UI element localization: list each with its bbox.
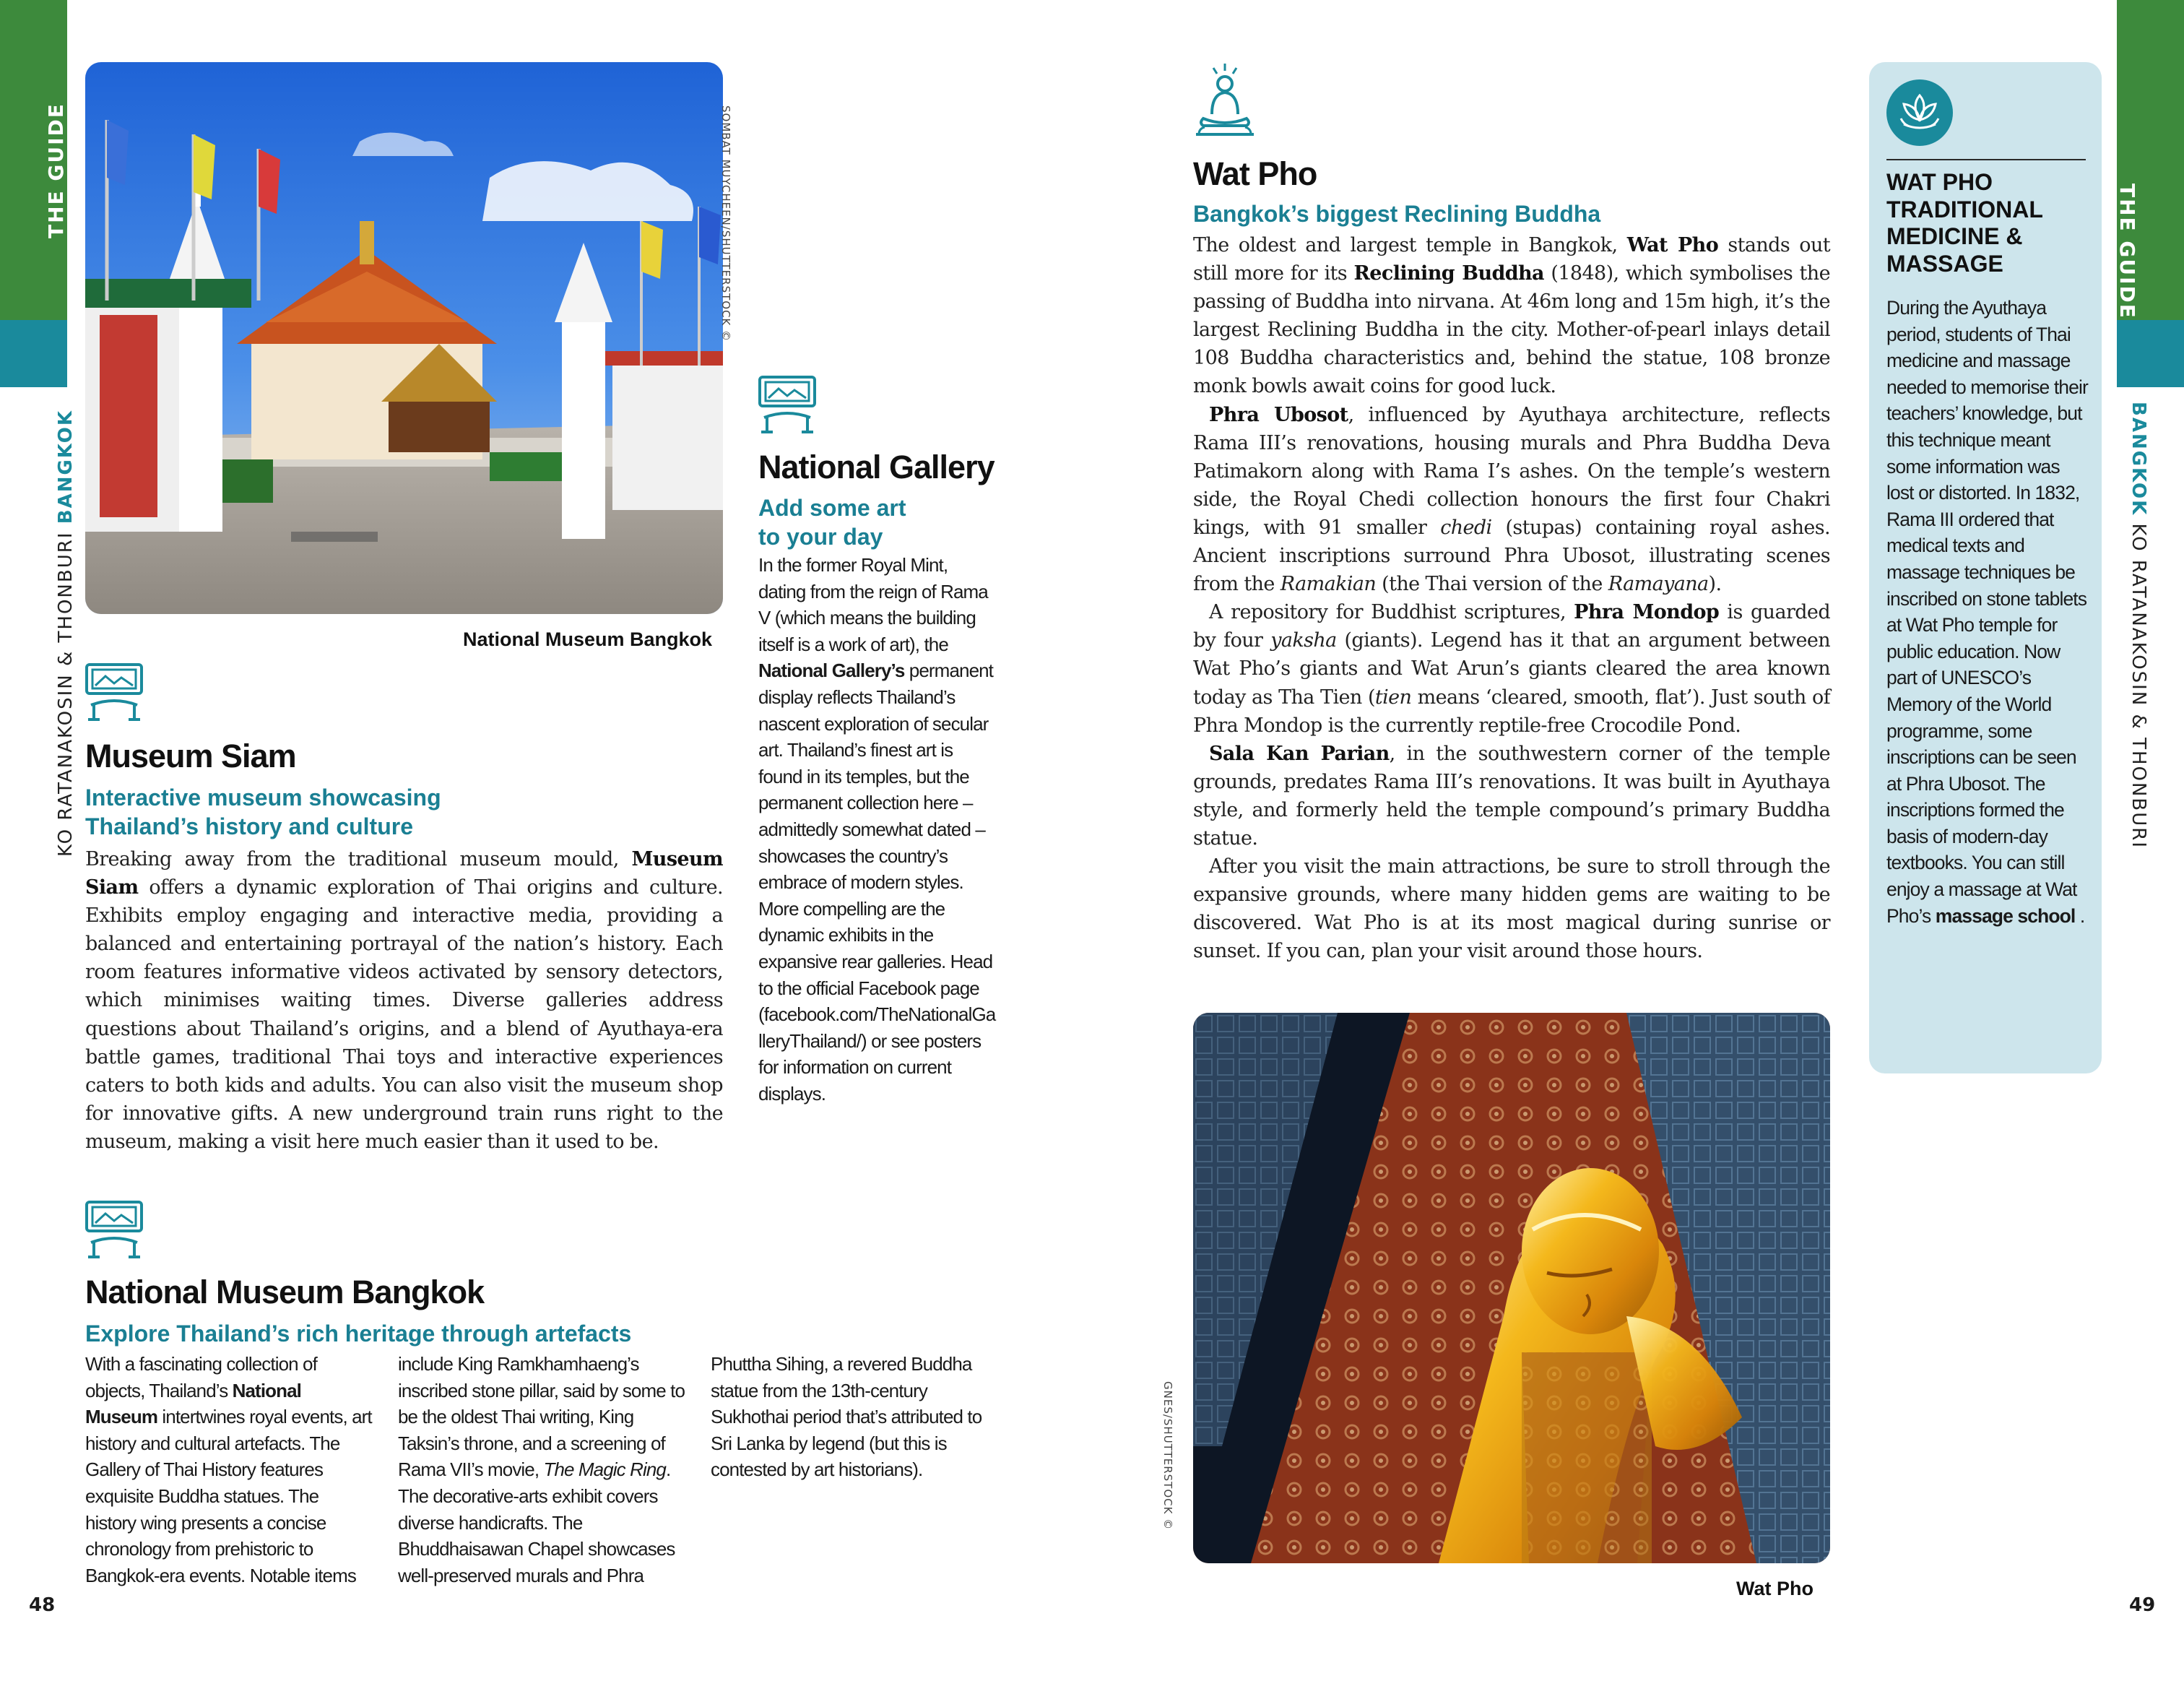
museum-siam-subtitle-line-2: Thailand’s history and culture	[85, 813, 413, 839]
wat-pho-paragraph-3	[1193, 598, 1830, 739]
right-tab-region-top	[2117, 320, 2184, 387]
national-museum-body-end: . The decorative-arts exhibit covers diverse handicrafts. The Bhuddhaisawan Chapel showcases well-preserved murals and Phra Phuttha Sihing, a revered Buddha statue from the 13th-century Sukhothai period that’s attributed to Sri Lanka by legend (but this is contested by art historians).	[398, 1353, 982, 1586]
national-gallery-body-rest: permanent display reflects Thailand’s nascent exploration of secular art. Thailand’s finest art is found in its temples, but the permanent collection here – admittedly somewhat dated – showcases the country’s embrace of modern styles. More compelling are the dynamic exhibits in the expansive rear galleries. Head to the official Facebook page (facebook.com/TheNationalGalleryThailand/) or see posters for information on current displays.	[758, 660, 996, 1105]
national-gallery-body-start: In the former Royal Mint, dating from the reign of Rama V (which means the building itself is a work of art), the	[758, 554, 988, 655]
sidebar-body	[1886, 295, 2089, 929]
wat-pho-paragraph-4	[1193, 740, 1830, 852]
meditating-buddha-icon	[1193, 62, 1257, 140]
left-tab-region-prefix: KO RATANAKOSIN & THONBURI	[55, 524, 77, 857]
museum-siam-subtitle	[85, 783, 699, 841]
museum-siam-subtitle-line-1: Interactive museum showcasing	[85, 785, 441, 811]
national-museum-body-start: With a fascinating collection of objects, Thailand’s	[85, 1353, 317, 1401]
wat-pho-paragraph-2	[1193, 401, 1830, 599]
national-gallery-subtitle	[758, 493, 997, 551]
wat-pho-paragraph-1	[1193, 231, 1830, 401]
sidebar-body-text: During the Ayuthaya period, students of Thai medicine and massage needed to memorise their teachers’ knowledge, but this technique meant some information was lost or distorted. In 1832, Rama III ordered that medical texts and massage techniques be inscribed on stone tablets at Wat Pho temple for public education. Now part of UNESCO’s Memory of the World programme, some inscriptions can be seen at Phra Ubosot. The inscriptions formed the basis of modern-day textbooks. You can still enjoy a massage at Wat Pho’s	[1886, 297, 2088, 927]
museum-icon	[85, 663, 143, 722]
museum-siam-title: Museum Siam	[85, 738, 296, 774]
national-museum-name: National Museum	[85, 1379, 301, 1428]
magic-ring-title: The Magic Ring	[543, 1459, 666, 1481]
national-gallery-body	[758, 552, 997, 1107]
right-page-number: 49	[2129, 1594, 2156, 1616]
wat-pho-p2-a: , influenced by Ayuthaya architecture, reflects Rama III’s renovations, housing murals and Phra Buddha Deva Patimakorn along with Rama I’s ashes. On the temple’s western side, the Royal Chedi collection honours the first four Chakri kings, with 91 smaller	[1193, 403, 1830, 539]
tien-term: tien	[1374, 686, 1412, 709]
national-museum-body	[85, 1351, 999, 1589]
sala-kan-parian-name: Sala Kan Parian	[1209, 742, 1390, 765]
wat-pho-p2-e: ).	[1708, 573, 1722, 596]
left-page-number: 48	[29, 1594, 56, 1616]
left-tab-region-label	[55, 410, 77, 857]
left-tab-section-label: THE GUIDE	[44, 103, 68, 238]
sidebar-title: WAT PHO TRADITIONAL MEDICINE & MASSAGE	[1886, 169, 2043, 277]
national-museum-photo-caption: National Museum Bangkok	[463, 628, 713, 650]
sidebar-body-end: .	[2075, 904, 2085, 927]
right-tab-region-label	[2128, 402, 2149, 849]
right-tab-region-suffix: KO RATANAKOSIN & THONBURI	[2128, 516, 2149, 850]
wat-pho-p3-d: (giants). Legend has it that an argument between Wat Pho’s giants and Wat Arun’s giants cleared the area known today as Tha Tien (	[1193, 629, 1831, 709]
wat-pho-p2-c: (stupas) containing royal ashes. Ancient inscriptions surround Phra Ubosot, illustrating scenes from the	[1193, 516, 1830, 596]
phra-ubosot-name: Phra Ubosot	[1209, 403, 1348, 426]
national-museum-title: National Museum Bangkok	[85, 1274, 485, 1310]
sidebar-divider	[1886, 159, 2086, 160]
museum-siam-body	[85, 845, 723, 1156]
phra-mondop-name: Phra Mondop	[1574, 601, 1720, 624]
wat-pho-paragraph-5: After you visit the main attractions, be sure to stroll through the expansive grounds, where many hidden gems are waiting to be discovered. Wat Pho is at its most magical during sunrise or sunset. If you can, plan your visit around those hours.	[1193, 855, 1830, 963]
ramakian-term: Ramakian	[1280, 573, 1377, 596]
lotus-icon	[1886, 79, 1953, 146]
wat-pho-p4-a: , in the southwestern corner of the temple grounds, predates Rama III’s renovations. It was built in Ayuthaya style, and formerly held the temple compound’s primary Buddha statue.	[1193, 742, 1830, 850]
national-museum-photo-credit: SOMBAT MUYCHEEN/SHUTTERSTOCK ©	[719, 105, 732, 342]
wat-pho-body	[1193, 231, 1830, 965]
museum-siam-name: Museum Siam	[85, 848, 723, 899]
right-tab-region-highlight: BANGKOK	[2128, 402, 2149, 517]
museum-icon	[758, 376, 816, 435]
wat-pho-p1-a: The oldest and largest temple in Bangkok,	[1193, 234, 1627, 256]
wat-pho-p1-d: (1848), which symbolises the passing of Buddha into nirvana. At 46m long and 15m high, it’s the largest Reclining Buddha in the city. Mother-of-pearl inlays detail 108 Buddha characteristics and, behind the statue, 108 bronze monk bowls await coins for good luck.	[1193, 262, 1830, 398]
right-tab-section-label: THE GUIDE	[2115, 183, 2139, 319]
national-gallery-title: National Gallery	[758, 449, 994, 485]
national-museum-subtitle: Explore Thailand’s rich heritage through artefacts	[85, 1321, 632, 1347]
national-museum-photo	[85, 62, 723, 614]
national-museum-body-middle: intertwines royal events, art history and cultural artefacts. The Gallery of Thai History features exquisite Buddha statues. The history wing presents a concise chronology from prehistoric to Bangkok-era events. Notable items include King Ramkhamhaeng’s inscribed stone pillar, said by some to be the oldest Thai writing, King Taksin’s throne, and a screening of Rama VII’s movie,	[85, 1353, 685, 1586]
yaksha-term: yaksha	[1270, 629, 1337, 652]
national-gallery-subtitle-line-1: Add some art	[758, 495, 906, 521]
wat-pho-p3-e: means ‘cleared, smooth, flat’). Just south of Phra Mondop is the currently reptile-free Crocodile Pond.	[1193, 686, 1830, 737]
wat-pho-p2-d: (the Thai version of the	[1376, 573, 1608, 596]
museum-icon	[85, 1201, 143, 1260]
wat-pho-name: Wat Pho	[1626, 234, 1719, 256]
national-gallery-subtitle-line-2: to your day	[758, 524, 883, 550]
wat-pho-p1-c: stands out still more for its	[1193, 234, 1830, 285]
museum-siam-body-rest: offers a dynamic exploration of Thai origins and culture. Exhibits employ engaging and interactive media, providing a balanced and entertaining portrayal of the nation’s history. Each room features informative videos activated by sensory detectors, which minimises waiting times. Diverse galleries address questions about Thailand’s origins, and a blend of Ayuthaya-era battle games, traditional Thai toys and interactive experiences caters to both kids and adults. You can also visit the museum shop for innovative gifts. A new underground train runs right to the museum, making a visit here much easier than it used to be.	[85, 876, 723, 1153]
reclining-buddha-name: Reclining Buddha	[1353, 262, 1544, 285]
left-tab-region-highlight: BANGKOK	[55, 409, 77, 524]
wat-pho-p3-a: A repository for Buddhist scriptures,	[1209, 601, 1574, 624]
wat-pho-title: Wat Pho	[1193, 155, 1317, 192]
wat-pho-p3-c: is guarded by four	[1193, 601, 1830, 652]
museum-siam-body-start: Breaking away from the traditional museum mould,	[85, 848, 632, 870]
wat-pho-subtitle: Bangkok’s biggest Reclining Buddha	[1193, 201, 1601, 227]
ramayana-term: Ramayana	[1608, 573, 1709, 596]
national-gallery-name: National Gallery’s	[758, 660, 905, 682]
reclining-buddha-photo-caption: Wat Pho	[1736, 1578, 1814, 1599]
left-tab-region-top	[0, 320, 67, 387]
chedi-term: chedi	[1440, 516, 1492, 539]
reclining-buddha-photo	[1193, 1013, 1830, 1563]
reclining-buddha-photo-credit: GNES/SHUTTERSTOCK ©	[1161, 1381, 1174, 1531]
massage-school-name: massage school	[1935, 904, 2076, 927]
